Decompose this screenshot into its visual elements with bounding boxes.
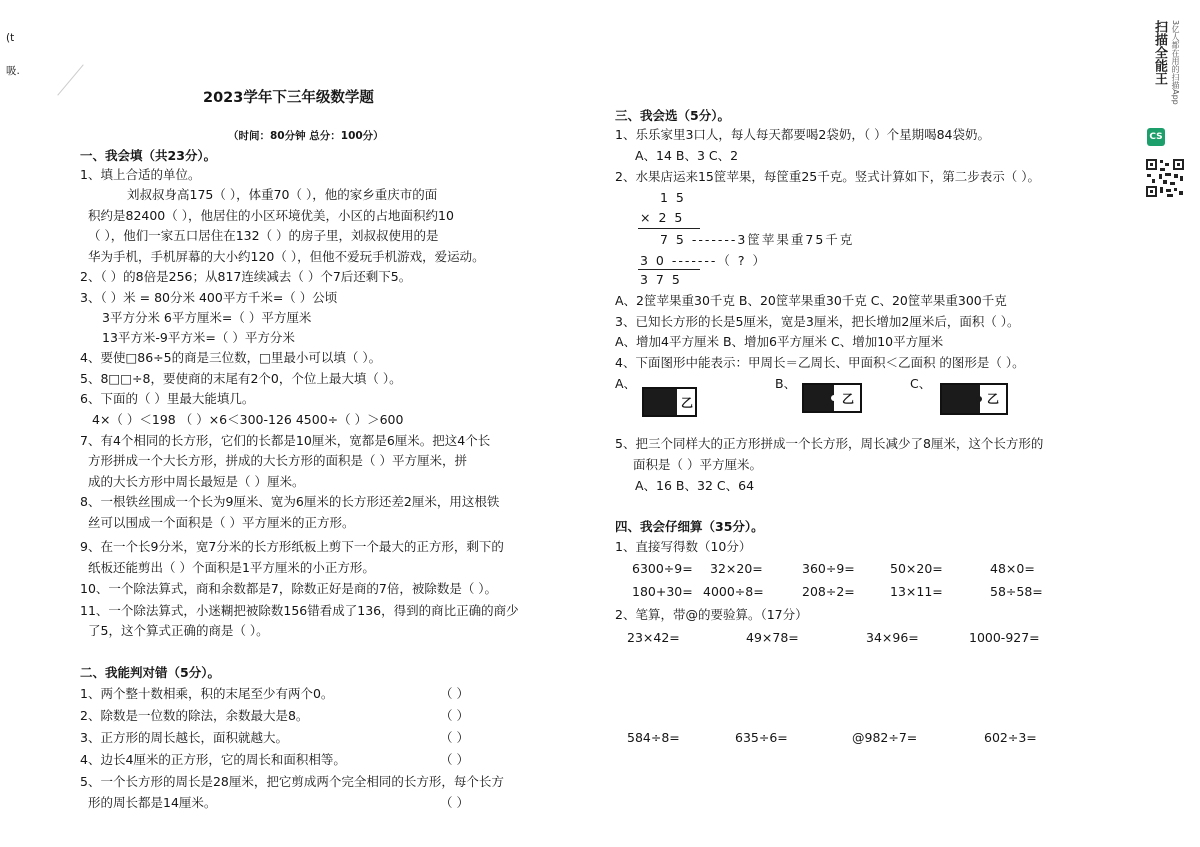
q8-line-1: 8、一根铁丝围成一个长为9厘米、宽为6厘米的长方形还差2厘米，用这根铁: [80, 494, 500, 509]
vertical-row-4: 3 0 -------（ ? ）: [640, 253, 768, 268]
direct-calc-1: 6300÷9=: [632, 561, 693, 576]
q10: 10、一个除法算式，商和余数都是7，除数正好是商的7倍，被除数是（ ）。: [80, 581, 498, 596]
margin-mark-2: 吸.: [6, 65, 20, 77]
tf-paren-3[interactable]: （ ）: [440, 730, 469, 745]
choice-3: 3、已知长方形的长是5厘米，宽是3厘米，把长增加2厘米后，面积（ ）。: [615, 314, 1020, 329]
written-calc-heading: 2、笔算，带@的要验算。（17分）: [615, 607, 808, 622]
section-3-heading: 三、我会选（5分）。: [615, 108, 730, 123]
figure-c: [940, 383, 1008, 415]
q1-line-2: 积约是82400（ ），他居住的小区环境优美，小区的占地面积约10: [88, 208, 454, 223]
scanner-brand: 扫描全能王: [1152, 20, 1167, 85]
choice-3-options: A、增加4平方厘米 B、增加6平方厘米 C、增加10平方厘米: [615, 334, 944, 349]
tf-paren-5[interactable]: （ ）: [440, 795, 469, 810]
vertical-rule-2: [638, 269, 700, 270]
section-1-heading: 一、我会填（共23分）。: [80, 148, 217, 163]
q8-line-2: 丝可以围成一个面积是（ ）平方厘米的正方形。: [88, 515, 355, 530]
tf-item-5: 5、一个长方形的周长是28厘米，把它剪成两个完全相同的长方形，每个长方: [80, 774, 504, 789]
q3-line-1: 3、（ ）米 = 80分米 400平方千米=（ ）公顷: [80, 290, 338, 305]
direct-calc-9: 13×11=: [890, 584, 943, 599]
figure-a-glyph: 乙: [681, 396, 694, 410]
choice-5-options: A、16 B、32 C、64: [635, 478, 755, 493]
choice-1: 1、乐乐家里3口人，每人每天都要喝2袋奶，（ ）个星期喝84袋奶。: [615, 127, 990, 142]
q1-line-1: 刘叔叔身高175（ ），体重70（ ），他的家乡重庆市的面: [127, 187, 438, 202]
q2: 2、（ ）的8倍是256；从817连续减去（ ）个7后还剩下5。: [80, 269, 412, 284]
tf-paren-2[interactable]: （ ）: [440, 708, 469, 723]
tf-paren-4[interactable]: （ ）: [440, 752, 469, 767]
tf-item-4: 4、边长4厘米的正方形，它的周长和面积相等。: [80, 752, 346, 767]
tf-paren-1[interactable]: （ ）: [440, 686, 469, 701]
written-calc-8: 602÷3=: [984, 730, 1037, 745]
vertical-row-1: 1 5: [660, 190, 686, 205]
q11-line-2: 了5，这个算式正确的商是（ ）。: [88, 623, 269, 638]
q1-line-4: 华为手机，手机屏幕的大小约120（ ），但他不爱玩手机游戏，爱运动。: [88, 249, 485, 264]
section-2-heading: 二、我能判对错（5分）。: [80, 665, 220, 680]
q7-line-1: 7、有4个相同的长方形，它们的长都是10厘米，宽都是6厘米。把这4个长: [80, 433, 491, 448]
direct-calc-8: 208÷2=: [802, 584, 855, 599]
tf-item-2: 2、除数是一位数的除法，余数最大是8。: [80, 708, 309, 723]
figure-a: [642, 387, 697, 417]
q7-line-3: 成的大长方形中周长最短是（ ）厘米。: [88, 474, 305, 489]
q4: 4、要使□86÷5的商是三位数，□里最小可以填（ ）。: [80, 350, 382, 365]
margin-mark-1: (t: [6, 32, 15, 44]
vertical-row-5: 3 7 5: [640, 272, 682, 287]
tf-item-5-line-2: 形的周长都是14厘米。: [88, 795, 217, 810]
written-calc-1: 23×42=: [627, 630, 680, 645]
q1-heading: 1、填上合适的单位。: [80, 167, 201, 182]
q6-line-1: 4×（ ）＜198 （ ）×6＜300-126 4500÷（ ）＞600: [92, 412, 404, 427]
q9-line-2: 纸板还能剪出（ ）个面积是1平方厘米的小正方形。: [88, 560, 375, 575]
scanner-logo: CS: [1147, 128, 1165, 146]
figure-b: [802, 383, 862, 413]
direct-calc-5: 48×0=: [990, 561, 1035, 576]
written-calc-3: 34×96=: [866, 630, 919, 645]
direct-calc-heading: 1、直接写得数（10分）: [615, 539, 752, 554]
written-calc-5: 584÷8=: [627, 730, 680, 745]
vertical-row-2: × 2 5: [640, 210, 685, 225]
q7-line-2: 方形拼成一个大长方形，拼成的大长方形的面积是（ ）平方厘米，拼: [88, 453, 467, 468]
direct-calc-3: 360÷9=: [802, 561, 855, 576]
page-title: 2023学年下三年级数学题: [203, 90, 374, 106]
vertical-rule-1: [638, 228, 700, 229]
figure-a-label: A、: [615, 376, 637, 391]
q11-line-1: 11、一个除法算式，小迷糊把被除数156错看成了136，得到的商比正确的商少: [80, 603, 519, 618]
fold-line: [57, 64, 83, 95]
scanner-tagline: 3亿人都在用的扫描App: [1171, 20, 1180, 105]
choice-4: 4、下面图形中能表示：甲周长＝乙周长、甲面积＜乙面积 的图形是（ ）。: [615, 355, 1025, 370]
figure-b-label: B、: [775, 376, 797, 391]
tf-item-3: 3、正方形的周长越长，面积就越大。: [80, 730, 288, 745]
direct-calc-6: 180+30=: [632, 584, 693, 599]
written-calc-4: 1000-927=: [969, 630, 1040, 645]
written-calc-2: 49×78=: [746, 630, 799, 645]
direct-calc-2: 32×20=: [710, 561, 763, 576]
qr-code-icon: [1145, 158, 1185, 198]
q3-line-3: 13平方米-9平方米=（ ）平方分米: [102, 330, 295, 345]
q5: 5、8□□÷8，要使商的末尾有2个0，个位上最大填（ ）。: [80, 371, 402, 386]
choice-2: 2、水果店运来15筐苹果，每筐重25千克。竖式计算如下，第二步表示（ ）。: [615, 169, 1040, 184]
direct-calc-7: 4000÷8=: [703, 584, 764, 599]
choice-5-line-1: 5、把三个同样大的正方形拼成一个长方形，周长减少了8厘米，这个长方形的: [615, 436, 1044, 451]
exam-subtitle: （时间：80分钟 总分：100分）: [228, 130, 384, 142]
figure-b-glyph: 乙: [842, 392, 855, 406]
written-calc-6: 635÷6=: [735, 730, 788, 745]
direct-calc-10: 58÷58=: [990, 584, 1043, 599]
written-calc-7: @982÷7=: [852, 730, 918, 745]
section-4-heading: 四、我会仔细算（35分）。: [615, 519, 764, 534]
choice-5-line-2: 面积是（ ）平方厘米。: [633, 457, 762, 472]
choice-1-options: A、14 B、3 C、2: [635, 148, 739, 163]
vertical-row-3: 7 5 -------3筐苹果重75千克: [660, 232, 855, 247]
figure-c-glyph: 乙: [987, 392, 1000, 406]
direct-calc-4: 50×20=: [890, 561, 943, 576]
tf-item-1: 1、两个整十数相乘，积的末尾至少有两个0。: [80, 686, 334, 701]
q1-line-3: （ ），他们一家五口居住在132（ ）的房子里，刘叔叔使用的是: [88, 228, 439, 243]
q3-line-2: 3平方分米 6平方厘米=（ ）平方厘米: [102, 310, 312, 325]
choice-2-options: A、2筐苹果重30千克 B、20筐苹果重30千克 C、20筐苹果重300千克: [615, 293, 1007, 308]
q9-line-1: 9、在一个长9分米，宽7分米的长方形纸板上剪下一个最大的正方形，剩下的: [80, 539, 504, 554]
figure-c-label: C、: [910, 376, 932, 391]
q6-heading: 6、下面的（ ）里最大能填几。: [80, 391, 255, 406]
